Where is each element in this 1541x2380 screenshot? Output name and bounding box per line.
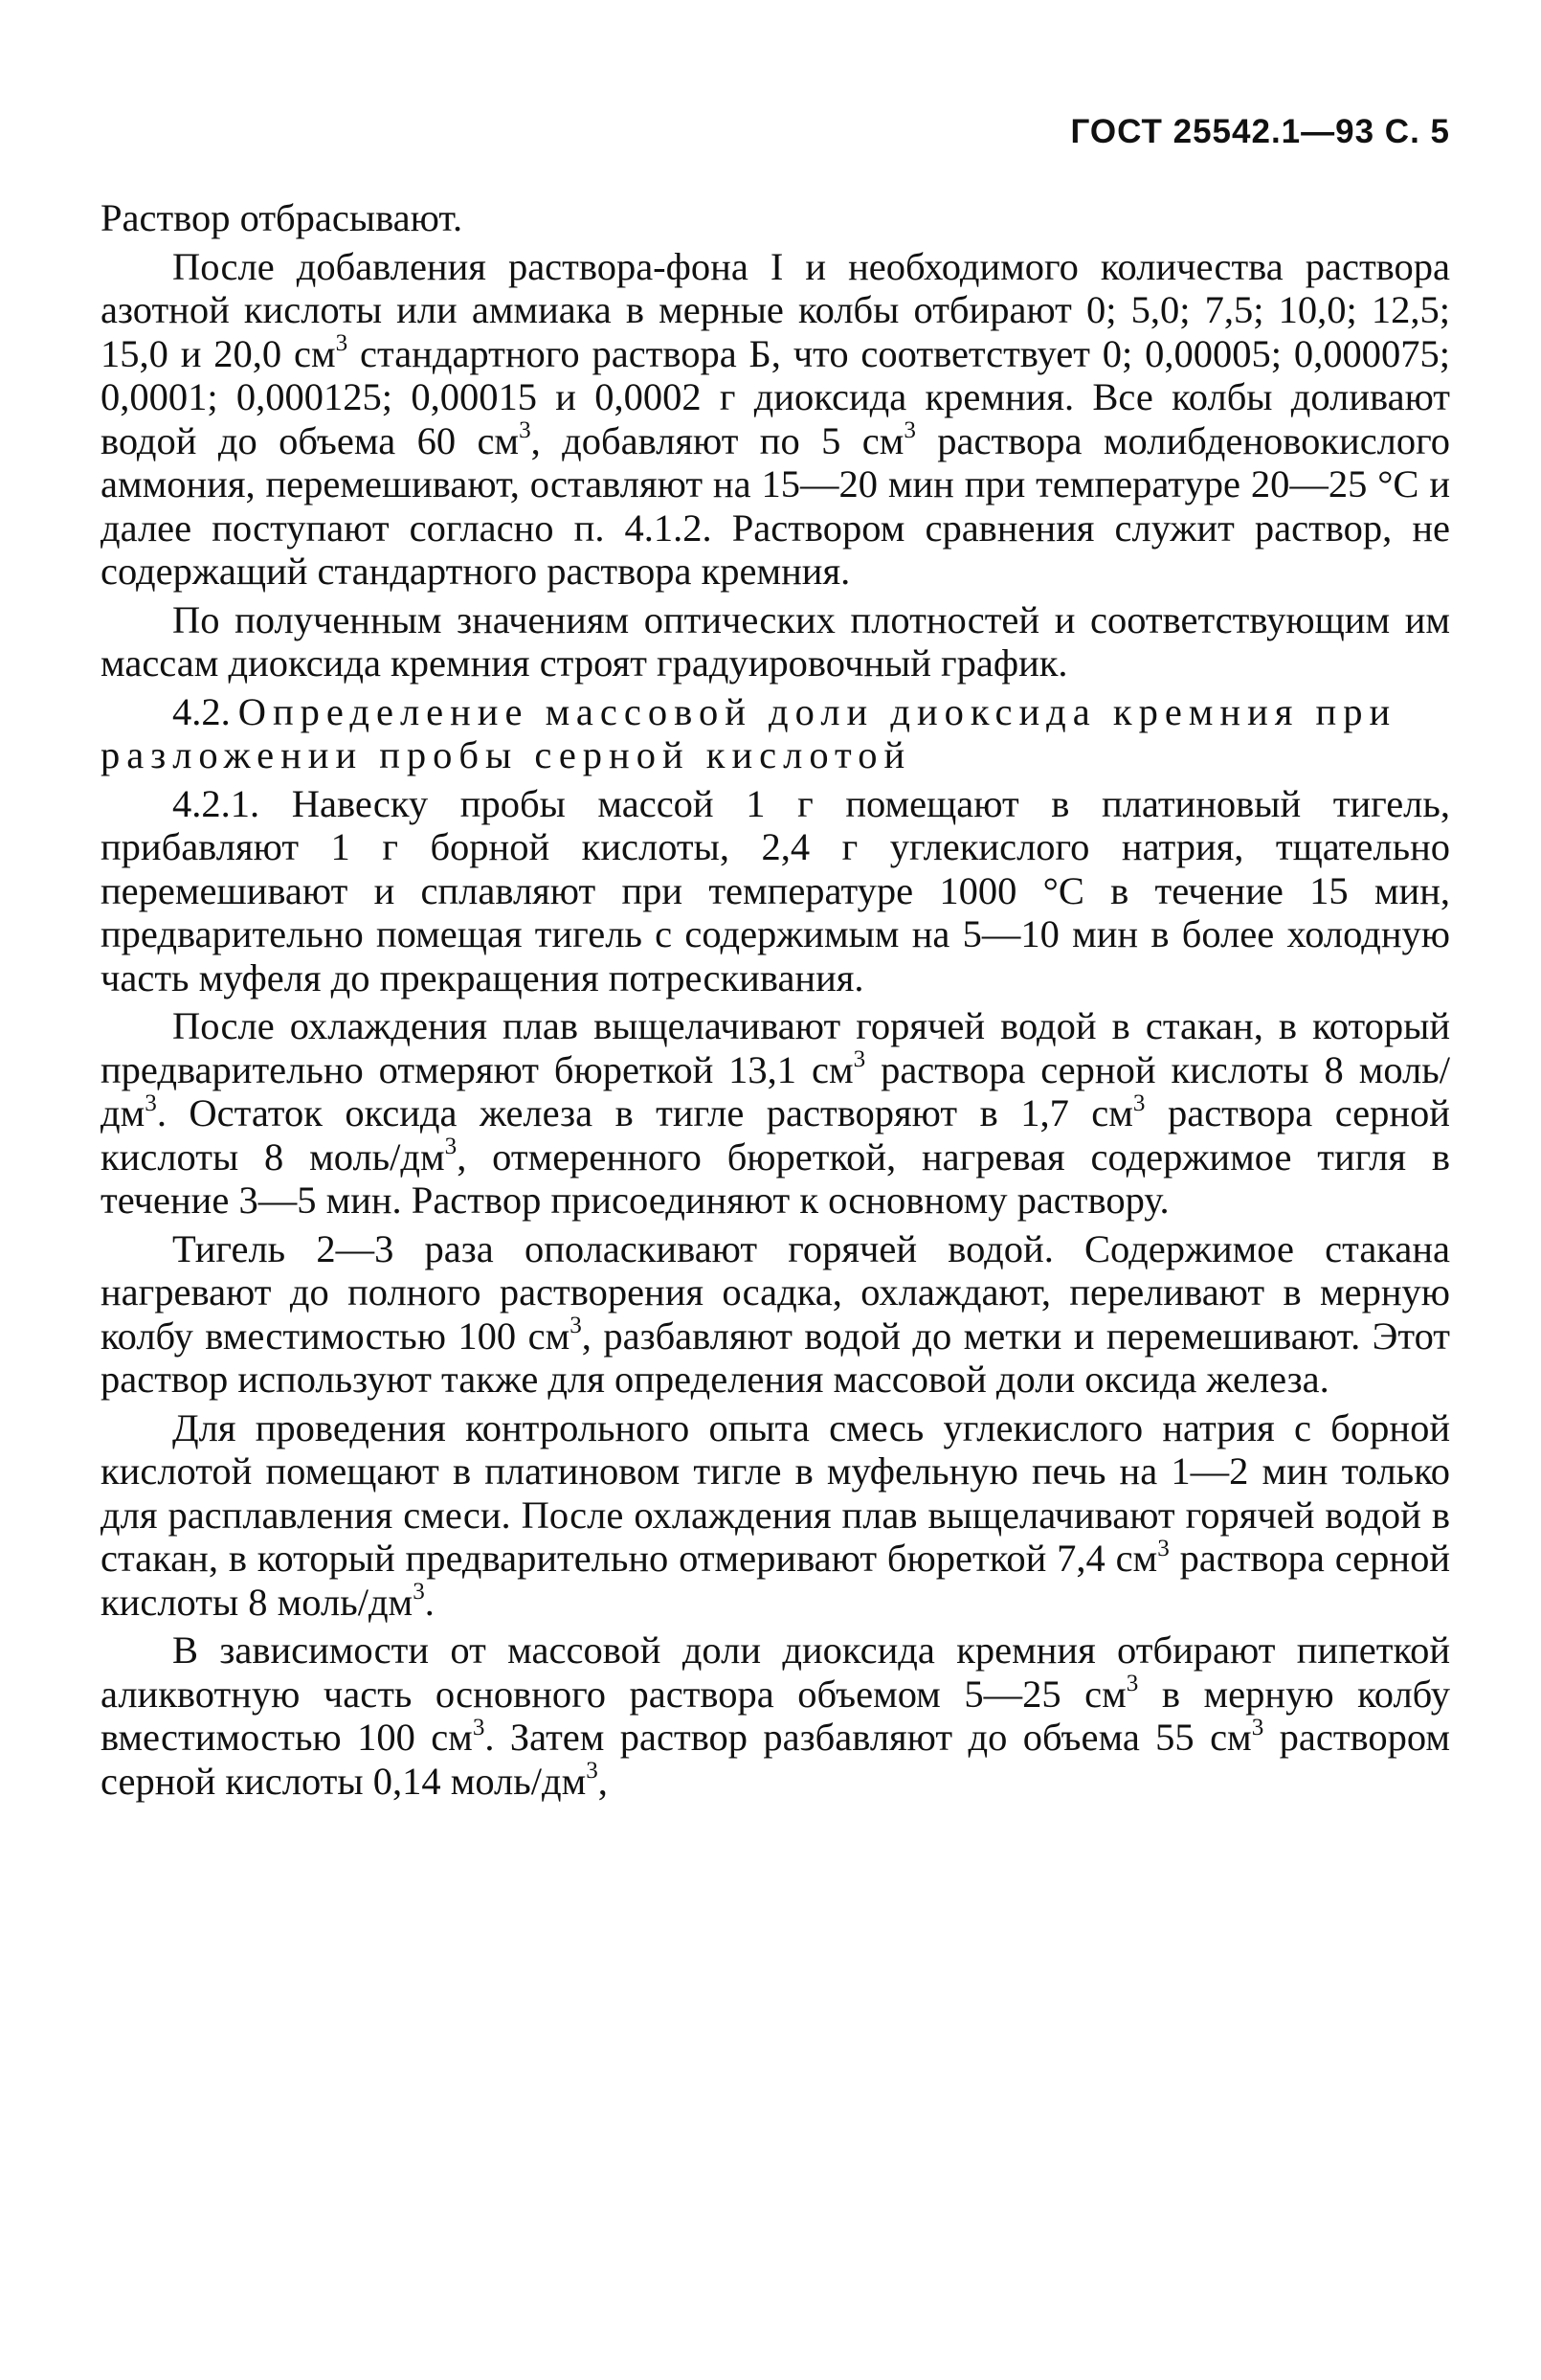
paragraph-text: По полученным значениям оптических плотностей и соответствующим им массам диоксида кремния строят градуировочный график.	[100, 597, 1450, 685]
paragraph-text: 4.2.1. Навеску пробы массой 1 г помещают в платиновый тигель, прибавляют 1 г борной кислоты, 2,4 г углекислого натрия, тщательно перемешивают и сплавляют при температуре 1000 °С в течение 15 мин, предварительно помещая тигель с содержимым на 5—10 мин в более холодную часть муфеля до прекращения потрескивания.	[100, 781, 1450, 999]
superscript: 3	[472, 1714, 485, 1740]
paragraph-text: раствора серной кислоты 8 моль/дм	[100, 1091, 1450, 1179]
superscript: 3	[1126, 1671, 1139, 1696]
paragraph-text: , добавляют по 5 см	[530, 418, 904, 462]
paragraph-text: раствора серной кислоты 8 моль/дм	[100, 1047, 1450, 1134]
paragraph-text: , разбавляют водой до метки и перемешивают. Этот раствор используют также для определения массовой доли оксида железа.	[100, 1313, 1450, 1401]
paragraph-3	[100, 598, 1450, 685]
superscript: 3	[904, 417, 916, 443]
superscript: 3	[1132, 1089, 1146, 1116]
paragraph-text: . Затем раствор разбавляют до объема 55 см	[484, 1716, 1252, 1759]
paragraph-text: Для проведения контрольного опыта смесь углекислого натрия с борной кислотой помещают в платиновом тигле в муфельную печь на 1—2 мин только для расплавления смеси. После охлаждения плав выщелачивают горячей водой в стакан, в который предварительно отмеривают бюреткой 7,4 см	[100, 1405, 1450, 1580]
superscript: 3	[570, 1313, 582, 1338]
paragraph-4	[100, 782, 1450, 1000]
section-heading	[100, 690, 1450, 777]
superscript: 3	[145, 1089, 157, 1116]
superscript: 3	[853, 1046, 866, 1072]
paragraph-5	[100, 1004, 1450, 1223]
paragraph-text: После добавления раствора-фона I и необходимого количества раствора азотной кислоты или аммиака в мерные колбы отбирают 0; 5,0; 7,5; 10,0; 12,5; 15,0 и 20,0 см	[100, 244, 1450, 375]
body-text	[100, 196, 1450, 1803]
superscript: 3	[519, 417, 531, 443]
paragraph-text: . Остаток оксида железа в тигле растворяют в 1,7 см	[156, 1091, 1133, 1134]
paragraph-2	[100, 245, 1450, 594]
paragraph-text: раствором серной кислоты 0,14 моль/дм	[100, 1716, 1450, 1803]
superscript: 3	[586, 1758, 598, 1784]
superscript: 3	[413, 1579, 425, 1605]
paragraph-text: раствора молибденовокислого аммония, перемешивают, оставляют на 15—20 мин при температуре 20—25 °С и далее поступают согласно п. 4.1.2. Раствором сравнения служит раствор, не содержащий стандартного раствора кремния.	[100, 418, 1450, 593]
paragraph-text: , отмеренного бюреткой, нагревая содержимое тигля в течение 3—5 мин. Раствор присоединяют к основному раствору.	[100, 1134, 1450, 1222]
paragraph-7	[100, 1406, 1450, 1625]
superscript: 3	[1157, 1535, 1170, 1561]
paragraph-8	[100, 1628, 1450, 1803]
paragraph-text: Раствор отбрасывают.	[100, 196, 463, 239]
paragraph-1	[100, 196, 1450, 240]
paragraph-text: раствора серной кислоты 8 моль/дм	[100, 1537, 1450, 1624]
superscript: 3	[444, 1134, 458, 1159]
section-title: Определение массовой доли диоксида кремния при разложении пробы серной кислотой	[100, 689, 1397, 776]
paragraph-text: В зависимости от массовой доли диоксида кремния отбирают пипеткой аликвотную часть основного раствора объемом 5—25 см	[100, 1628, 1450, 1716]
superscript: 3	[335, 330, 348, 356]
running-head: ГОСТ 25542.1—93 С. 5	[1070, 113, 1450, 150]
paragraph-text: ,	[597, 1759, 608, 1803]
paragraph-text: После охлаждения плав выщелачивают горячей водой в стакан, в который предварительно отмеряют бюреткой 13,1 см	[100, 1004, 1450, 1091]
superscript: 3	[1251, 1714, 1264, 1740]
paragraph-text: Тигель 2—3 раза ополаскивают горячей водой. Содержимое стакана нагревают до полного растворения осадка, охлаждают, переливают в мерную колбу вместимостью 100 см	[100, 1226, 1450, 1358]
paragraph-text: в мерную колбу вместимостью 100 см	[100, 1672, 1450, 1759]
paragraph-text: стандартного раствора Б, что соответствует 0; 0,00005; 0,000075; 0,0001; 0,000125; 0,00015 и 0,0002 г диоксида кремния. Все колбы доливают водой до объема 60 см	[100, 331, 1450, 462]
paragraph-text: .	[424, 1580, 435, 1624]
section-number: 4.2.	[172, 689, 231, 733]
paragraph-6	[100, 1227, 1450, 1402]
